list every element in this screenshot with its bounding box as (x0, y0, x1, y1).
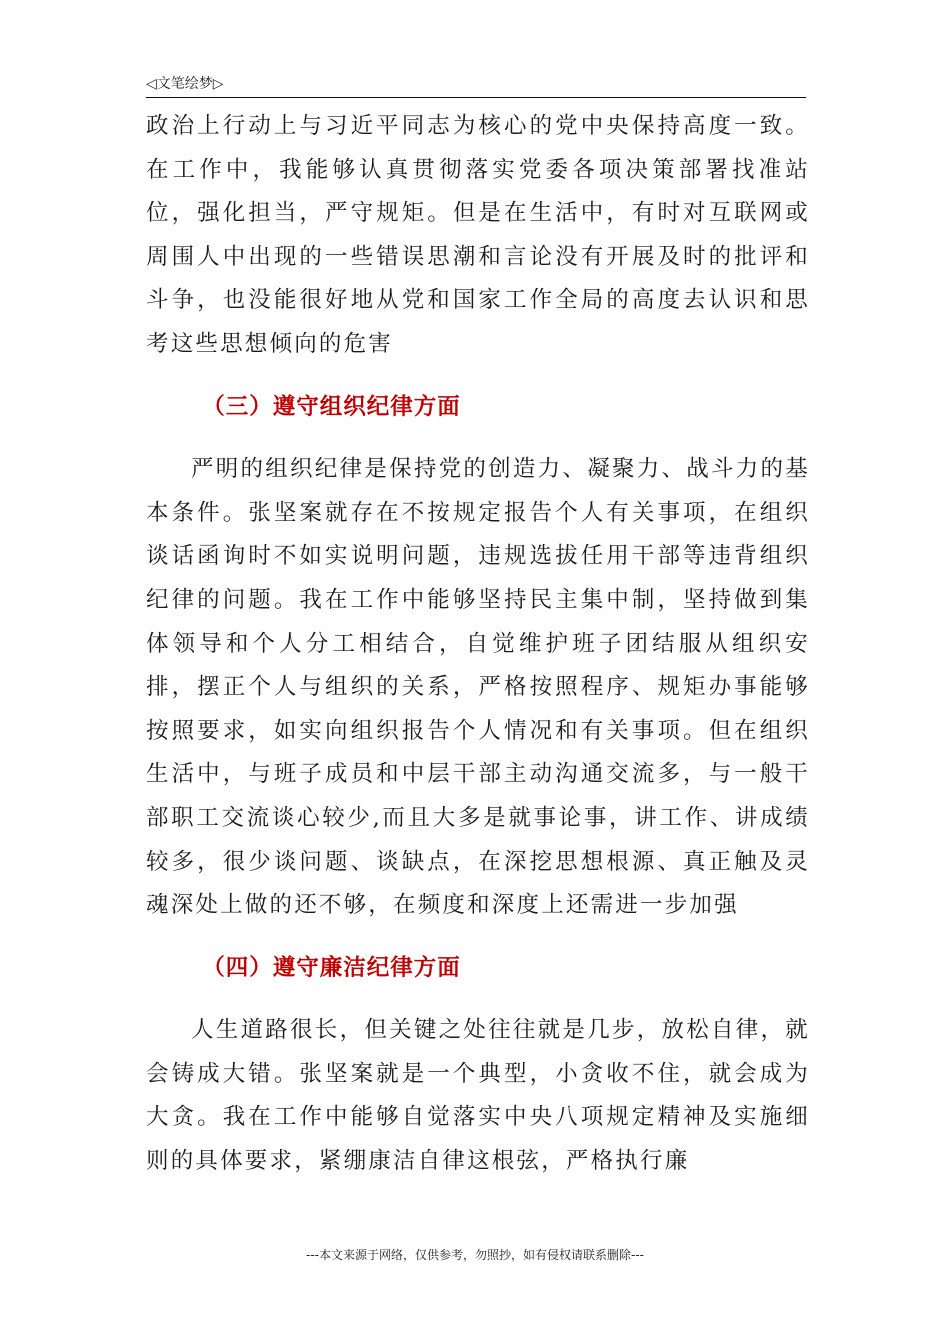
paragraph-political: 政治上行动上与习近平同志为核心的党中央保持高度一致。在工作中，我能够认真贯彻落实党委各项决策部署找准站位，强化担当，严守规矩。但是在生活中，有时对互联网或周围人中出现的一些错误思潮和言论没有开展及时的批评和斗争，也没能很好地从党和国家工作全局的高度去认识和思考这些思想倾向的危害 (146, 113, 810, 357)
footer-disclaimer: ---本文来源于网络，仅供参考，勿照抄，如有侵权请联系删除--- (306, 1248, 644, 1262)
header-divider (146, 97, 806, 98)
document-body (146, 105, 810, 1184)
header-title: ◁文笔绘梦▷ (146, 76, 224, 92)
section-heading-organization: （三）遵守组织纪律方面 (202, 393, 461, 420)
paragraph-integrity: 人生道路很长，但关键之处往往就是几步，放松自律，就会铸成大错。张坚案就是一个典型，小贪收不住，就会成为大贪。我在工作中能够自觉落实中央八项规定精神及实施细则的具体要求，紧绷康洁自律这根弦，严格执行廉 (146, 1017, 810, 1175)
section-heading-integrity: （四）遵守廉洁纪律方面 (202, 954, 461, 981)
paragraph-organization: 严明的组织纪律是保持党的创造力、凝聚力、战斗力的基本条件。张坚案就存在不按规定报告个人有关事项，在组织谈话函询时不如实说明问题，违规选拔任用干部等违背组织纪律的问题。我在工作中能够坚持民主集中制，坚持做到集体领导和个人分工相结合，自觉维护班子团结服从组织安排，摆正个人与组织的关系，严格按照程序、规矩办事能够按照要求，如实向组织报告个人情况和有关事项。但在组织生活中，与班子成员和中层干部主动沟通交流多，与一般干部职工交流谈心较少,而且大多是就事论事，讲工作、讲成绩较多，很少谈问题、谈缺点，在深挖思想根源、真正触及灵魂深处上做的还不够，在频度和深度上还需进一步加强 (146, 456, 810, 919)
